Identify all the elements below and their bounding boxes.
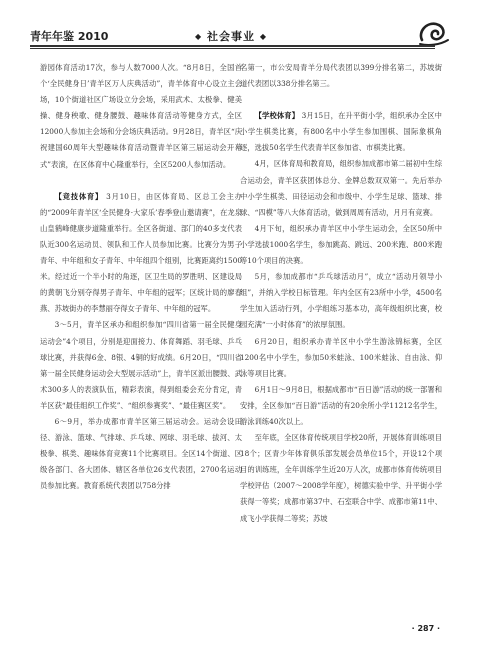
book-title: 青年年鉴 2010 xyxy=(30,30,109,43)
paragraph: 6～9月，举办成都市青羊区第三届运动会。运动会设田径、游泳、篮球、气排球、乒乓球、网球、羽毛球、拔河、太极拳、棋类、趣味体育竞赛11个比赛项目。全区14个街道、区级各部门、各大团体、辖区各单位26支代表团，2700名运动员参加比赛。教育系统代表团以758分排 xyxy=(40,416,242,491)
section-title-text: 社会事业 xyxy=(207,30,255,43)
swirl-logo-icon xyxy=(416,18,450,48)
paragraph-school-sports xyxy=(240,108,442,156)
section-tag: 【学校体育】 xyxy=(254,111,300,121)
paragraph: 6月20日，组织承办青羊区中小学生游泳锦标赛，全区1200名中小学生，参加50米蛙泳、100米蛙泳、自由泳、仰泳等项目比赛。 xyxy=(240,336,442,378)
diamond-icon: ◆ xyxy=(195,32,203,41)
paragraph-text: 3月15日，在升平街小学，组织承办全区中小学生棋类比赛，有800名中小学生参加围棋、国际象棋角逐，选拔50名学生代表青羊区参加省、市棋类比赛。 xyxy=(240,111,442,153)
header-rule-thick xyxy=(30,45,435,47)
paragraph: 6月1日～9月8日，根据成都市“百日游”活动的统一部署和安排，全区参加“百日游”活动的有20余所小学11212名学生，游泳训练40次以上。 xyxy=(240,384,442,426)
paragraph: 至年底，全区体育传统项目学校20所，开展体育训练项目18个；区青少年体育俱乐部发展会员单位15个，开设12个项目的训练班，全年训练学生近20万人次，成都市体育传统项目学校评估（2007～2008学年度），树德实验中学、升平街小学获得一等奖；成都市第37中、石室联合中学、成都市第11中、成飞小学获得二等奖；苏坡 xyxy=(240,433,442,523)
paragraph: 4月，区体育局和教育局，组织参加成都市第二届初中生综合运动会，青羊区获团体总分、金牌总数双双第一。先后举办中小学生棋类、田径运动会和市级中、小学生足球、篮球、排球、“四模”等八大体育活动，做到周周有活动，月月有竞赛。 xyxy=(240,159,442,217)
paragraph: 3～5月，青羊区承办和组织参加“四川省第一届全民健身运动会”4个项目，分别是迎面接力、体育舞蹈、羽毛球、乒乓球比赛，并获得6金、8银、4铜的好成绩。6月20日，“四川省第一届全民健身运动会大型展示活动”上，青羊区派出腰鼓、武术300多人的表演队伍，精彩表演，得到组委会充分肯定，青羊区获“最佳组织工作奖”、“组织参赛奖”、“最佳赛区奖”。 xyxy=(40,320,242,410)
paragraph-competitive-sports xyxy=(40,189,242,318)
section-title xyxy=(195,28,267,44)
paragraph: 名第一，市公安局青羊分局代表团以399分排名第二，苏坡街道代表团以338分排名第三。 xyxy=(240,63,442,89)
paragraph-text: 3月10日，由区体育局、区总工会主办的“2009年青羊区‘全民健身·大家乐’春季登山邀请赛”，在龙泉山皇鹤峰健康步道隆重举行。全区各街道、部门的40多支代表队近300名运动员、领队和工作人员参加比赛。比赛分为男子青年、中年组和女子青年、中年组四个组别，比赛距离约1500米。经过近一个半小时的角逐，区卫生局的罗胜明、区建设局的黄朝飞分别夺得男子青年、中年组的冠军；区统计局的廖春燕、苏坡街办的李慧丽夺得女子青年、中年组的冠军。 xyxy=(40,191,242,314)
diamond-icon: ◆ xyxy=(259,32,267,41)
left-column xyxy=(40,60,242,494)
header-rule-thin xyxy=(30,48,435,49)
paragraph: 游园体育活动17次，参与人数7000人次。“8月8日，全国首个‘全民健身日’青羊区万人庆典活动”，青羊体育中心设立主会场，10个街道社区广场设立分会场，采用武术、太极拳、健美操、健身秧歌、健身腰鼓、趣味体育活动等健身方式，全区12000人参加主会场和分会场庆典活动。9月28日，青羊区“庆祝建国60周年大型趣味体育活动暨青羊区第三届运动会开幕式”表演，在区体育中心隆重举行，全区5200人参加活动。 xyxy=(40,63,242,169)
page-header xyxy=(30,26,450,46)
paragraph: 5月，参加成都市“乒乓球活动月”，成立“活动月领导小组”，并纳入学校日标管理。年内全区有23所中小学，4500名学生加入活动行列，小学组练习基本功，高年级组织比赛，校园充满“一小时体育”的浓厚氛围。 xyxy=(240,272,442,330)
section-tag: 【竞技体育】 xyxy=(54,191,104,201)
paragraph: 4月下旬，组织承办青羊区中小学生运动会，全区50所中小学选拔1000名学生，参加跳高、跳远、200米跑、800米跑等10个项目的决赛。 xyxy=(240,223,442,266)
page-number: · 287 · xyxy=(411,624,440,633)
right-column xyxy=(240,60,442,527)
